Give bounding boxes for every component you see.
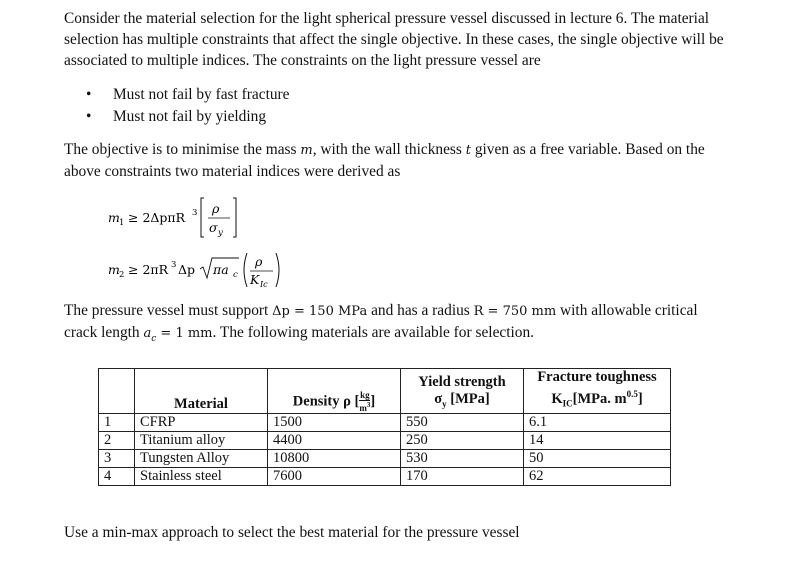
eq2-rel: ≥ 2πR	[128, 262, 169, 277]
eq2-sqrt-sub: c	[233, 270, 238, 280]
header-fracture: Fracture toughness $K_{IC}[MPa$. $m^{0.5}$]	[524, 369, 671, 414]
objective-paragraph: The objective is to minimise the mass m, with the wall thickness t given as a free variable. Based on the above constraints two material indices were derived as	[64, 141, 705, 180]
eq1-lhs-sub: 1	[119, 218, 125, 228]
header-material: Material	[135, 369, 268, 414]
row-toughness: 14	[524, 431, 671, 449]
eq2-right-paren	[276, 253, 279, 287]
header-index	[99, 369, 135, 414]
constraint-item: • Must not fail by yielding	[86, 106, 290, 128]
eq1-den: σ	[209, 220, 218, 235]
row-index: 4	[99, 467, 135, 485]
closing-paragraph: Use a min-max approach to select the best material for the pressure vessel	[64, 524, 520, 541]
eq2-num: ρ	[255, 254, 263, 269]
row-material: Stainless steel	[135, 467, 268, 485]
row-material: CFRP	[135, 413, 268, 431]
equation-m2	[108, 247, 308, 292]
eq1-lhs: m	[108, 210, 120, 225]
row-toughness: 50	[524, 449, 671, 467]
eq2-sqrt: πa	[213, 262, 229, 277]
row-yield: 550	[401, 413, 524, 431]
row-material: Titanium alloy	[135, 431, 268, 449]
intro-paragraph: Consider the material selection for the light spherical pressure vessel discussed in lecture 6. The material selection has multiple constraints that affect the single objective. In these cases, the single objective will be associated to multiple indices. The constraints on the light pressure vessel are	[64, 10, 724, 69]
row-index: 2	[99, 431, 135, 449]
table-row	[99, 449, 671, 467]
eq1-num: ρ	[212, 201, 220, 216]
header-yield: Yield strength $\sigma_y$ [MPa]	[401, 369, 524, 414]
eq1-pow: 3	[192, 208, 198, 218]
table-row	[99, 413, 671, 431]
row-yield: 250	[401, 431, 524, 449]
constraint-item: • Must not fail by fast fracture	[86, 84, 290, 106]
row-index: 3	[99, 449, 135, 467]
table-row	[99, 431, 671, 449]
eq1-right-bracket	[233, 198, 236, 237]
table-row	[99, 467, 671, 485]
row-yield: 170	[401, 467, 524, 485]
eq2-den-sub: Ic	[260, 280, 268, 289]
constraint-list	[86, 84, 290, 128]
eq2-mid: Δp	[178, 262, 196, 277]
table-header-row	[99, 369, 671, 414]
row-toughness: 62	[524, 467, 671, 485]
header-density: Density ρ [ $\frac{kg}{m^3}$ ]	[268, 369, 401, 414]
row-density: 10800	[268, 449, 401, 467]
row-density: 4400	[268, 431, 401, 449]
eq2-pow: 3	[171, 260, 177, 270]
equation-m1	[108, 192, 268, 242]
row-density: 7600	[268, 467, 401, 485]
row-toughness: 6.1	[524, 413, 671, 431]
materials-table	[98, 368, 671, 486]
eq1-den-sub: y	[218, 228, 223, 238]
row-material: Tungsten Alloy	[135, 449, 268, 467]
support-paragraph: The pressure vessel must support Δp = 150 MPa and has a radius R = 750 mm with allowable critical crack length $a_c = 1$ mm. The following materials are available for selection.	[64, 302, 698, 345]
eq2-lhs-sub: 2	[119, 270, 125, 280]
eq1-left-bracket	[201, 198, 204, 237]
eq2-den: K	[250, 272, 260, 287]
eq1-rel: ≥ 2ΔpπR	[128, 210, 186, 225]
row-density: 1500	[268, 413, 401, 431]
eq2-lhs: m	[108, 262, 120, 277]
eq2-left-paren	[244, 253, 247, 287]
row-index: 1	[99, 413, 135, 431]
row-yield: 530	[401, 449, 524, 467]
